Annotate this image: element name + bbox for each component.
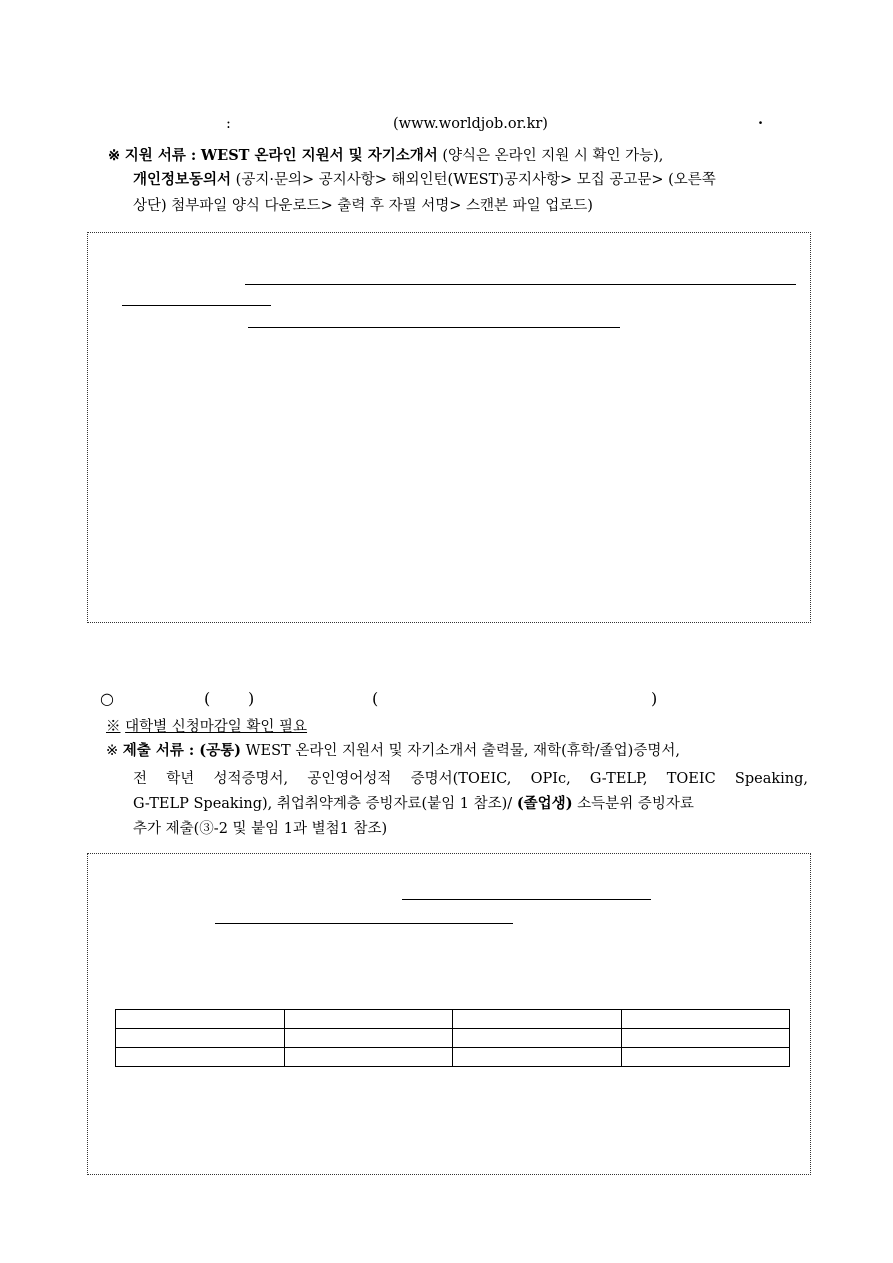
table-cell [284,1029,453,1048]
paren-close-2: ) [651,689,658,708]
info-box-1 [87,232,811,623]
underline-3 [248,327,620,328]
paren-open-2: ( [372,689,379,708]
deadline-note [106,716,307,738]
paren-open-1: ( [204,689,211,708]
submit-mark: ※ [106,743,119,759]
paren-close-1: ) [248,689,255,708]
docs-main: WEST 온라인 지원서 및 자기소개서 [200,147,438,164]
submit-docs-line-2: 전 학년 성적증명서, 공인영어성적 증명서(TOEIC, OPIc, G-TELP, TOEIC Speaking, [133,771,808,787]
submit-docs-line-4: 추가 제출(③-2 및 붙임 1과 별첨1 참조) [133,821,388,837]
table-cell [622,1010,790,1029]
colon-text: : [226,116,231,132]
privacy-consent-path: (공지·문의> 공지사항> 해외인턴(WEST)공지사항> 모집 공고문> (오른쪽 [235,172,716,188]
underline-2 [122,305,271,306]
submit-text-1: WEST 온라인 지원서 및 자기소개서 출력물, 재학(휴학/졸업)증명서, [245,743,680,759]
circle-bullet: ○ [100,689,114,708]
docs-tail: (양식은 온라인 지원 시 확인 가능), [442,148,664,164]
submit-docs-line-3 [133,793,694,815]
underline-5 [215,923,513,924]
table-cell [284,1048,453,1067]
table-cell [116,1029,285,1048]
graduate-label: (졸업생) [516,795,573,812]
table-cell [622,1048,790,1067]
table-cell [453,1010,622,1029]
table-row [116,1010,790,1029]
note-text: 대학별 신청마감일 확인 필요 [125,719,308,735]
table-cell [453,1029,622,1048]
blank-table [115,1009,790,1067]
submit-label: 제출 서류 : (공통) [122,742,242,759]
table-cell [453,1048,622,1067]
table-cell [116,1010,285,1029]
submit-text-3b: 소득분위 증빙자료 [577,796,694,812]
docs-line-1 [108,145,663,167]
table-row [116,1048,790,1067]
bullet-dot: · [758,115,764,132]
table-row [116,1029,790,1048]
docs-line-3: 상단) 첨부파일 양식 다운로드> 출력 후 자필 서명> 스캔본 파일 업로드) [133,198,593,214]
table-cell [622,1029,790,1048]
table-cell [116,1048,285,1067]
privacy-consent-label: 개인정보동의서 [133,171,232,188]
website-url: (www.worldjob.or.kr) [393,116,548,132]
submit-text-3a: G-TELP Speaking), 취업취약계층 증빙자료(붙임 1 참조)/ [133,796,513,812]
note-mark: ※ [106,719,121,735]
underline-4 [402,899,651,900]
underline-1 [245,284,796,285]
reference-mark: ※ [108,147,121,164]
submit-docs-line-1 [106,740,680,762]
table-cell [284,1010,453,1029]
docs-line-2 [133,169,716,191]
docs-label: 지원 서류 : [124,147,197,164]
